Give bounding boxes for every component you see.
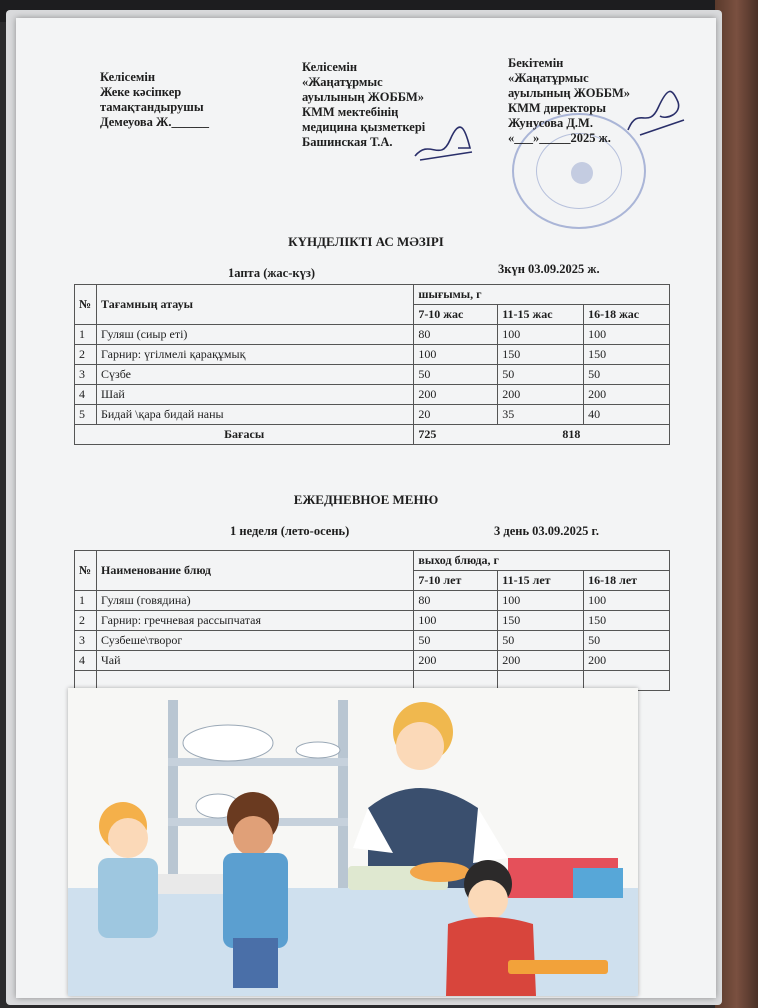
table-row: 4 Шай 200 200 200 xyxy=(75,385,670,405)
stamp-emblem xyxy=(571,162,593,184)
table-row: 2 Гарнир: үгілмелі қарақұмық 100 150 150 xyxy=(75,345,670,365)
kz-week: 1апта (жас-күз) xyxy=(228,266,316,280)
table-row: 1 Гуляш (сиыр еті) 80 100 100 xyxy=(75,325,670,345)
table-row: 5 Бидай \қара бидай наны 20 35 40 xyxy=(75,405,670,425)
ru-day: 3 день 03.09.2025 г. xyxy=(494,524,599,538)
child-pants xyxy=(233,938,278,988)
approval-left: Келісемін Жеке кәсіпкер тамақтандырушы Демеуова Ж.______ xyxy=(100,70,210,129)
table-row: 4 Чай 200 200 200 xyxy=(75,651,670,671)
ru-week: 1 неделя (лето-осень) xyxy=(230,524,350,538)
table-row: 3 Сузбеше\творог 50 50 50 xyxy=(75,631,670,651)
child-face xyxy=(233,816,273,856)
child-face xyxy=(108,818,148,858)
cook-sleeve xyxy=(473,808,508,863)
approval-right: Бекітемін «Жаңатұрмыс ауылының ЖОББМ» КММ директоры Жунусова Д.М. «___»_____2025 ж. xyxy=(508,56,631,145)
food-tray xyxy=(508,960,608,974)
ru-menu-table xyxy=(74,550,670,691)
kz-menu-table xyxy=(74,284,670,445)
child-shirt xyxy=(223,853,288,948)
kz-price-row: Бағасы 725 818 xyxy=(75,425,670,445)
ru-table-header: № Наименование блюд выход блюда, г xyxy=(75,551,670,571)
plates-stack xyxy=(183,725,273,761)
table-row: 3 Сүзбе 50 50 50 xyxy=(75,365,670,385)
child-shirt xyxy=(446,917,536,996)
director-signature xyxy=(620,80,690,140)
table-row: 2 Гарнир: гречневая рассыпчатая 100 150 150 xyxy=(75,611,670,631)
table-row: 1 Гуляш (говядина) 80 100 100 xyxy=(75,591,670,611)
canteen-scene xyxy=(68,688,638,996)
kz-menu-title: КҮНДЕЛІКТІ АС МӘЗІРІ xyxy=(288,234,444,249)
child-shirt xyxy=(98,858,158,938)
canteen-illustration xyxy=(68,688,638,996)
plate-food xyxy=(410,862,470,882)
price-11-15: 818 xyxy=(562,427,581,441)
ru-menu-title: ЕЖЕДНЕВНОЕ МЕНЮ xyxy=(293,492,439,507)
nurse-signature xyxy=(410,118,480,168)
ru-table-age-header: 7-10 лет 11-15 лет 16-18 лет xyxy=(75,571,670,591)
price-7-10: 725 xyxy=(418,427,437,441)
kz-table-header: № Тағамның атауы шығымы, г xyxy=(75,285,670,305)
child-face xyxy=(468,880,508,920)
shelf-board xyxy=(168,758,348,766)
kz-day: 3күн 03.09.2025 ж. xyxy=(498,262,600,276)
kz-table-age-header: 7-10 жас 11-15 жас 16-18 жас xyxy=(75,305,670,325)
cups-row xyxy=(573,868,623,898)
cook-face xyxy=(396,722,444,770)
approval-middle: Келісемін «Жаңатұрмыс ауылының ЖОББМ» КММ мектебінің медицина қызметкері Башинская Т.А. xyxy=(302,60,426,149)
bowls-stack xyxy=(296,742,340,758)
shelf-post xyxy=(338,700,348,910)
